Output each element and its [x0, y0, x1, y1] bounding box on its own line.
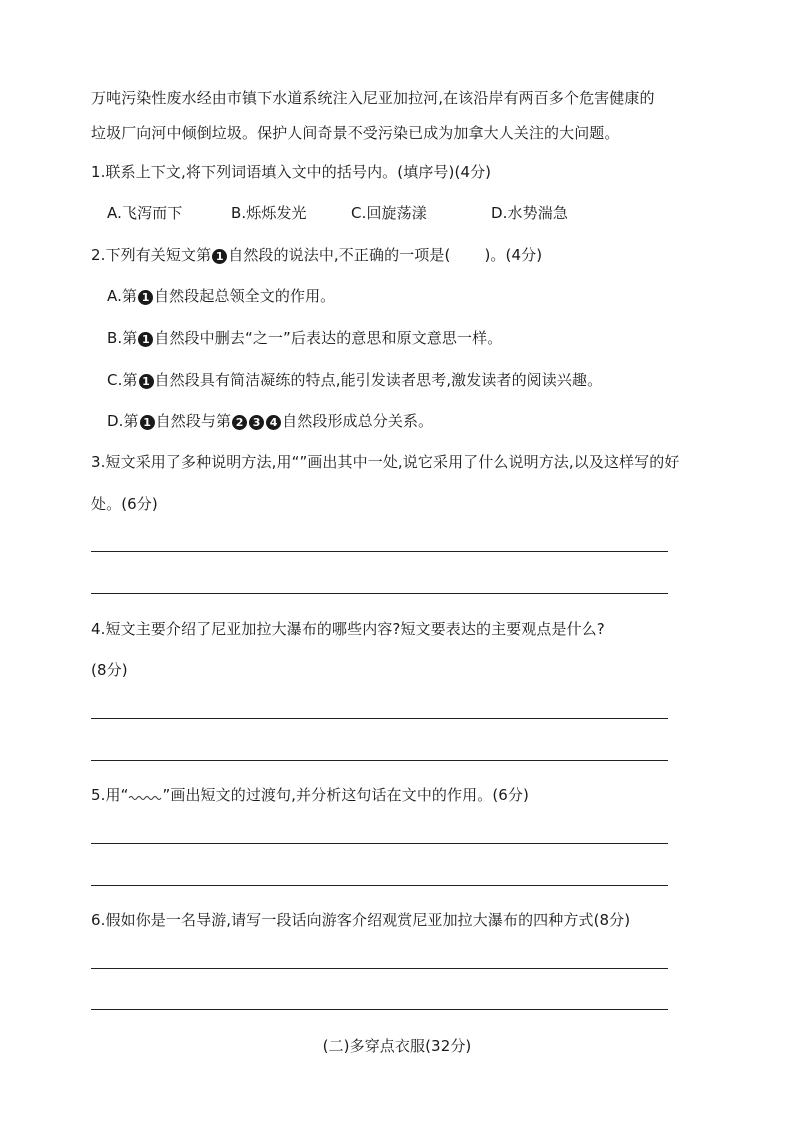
q2-option-d	[107, 411, 433, 431]
question-3-line-1: 3.短文采用了多种说明方法,用“”画出其中一处,说它采用了什么说明方法,以及这样写的好	[91, 453, 680, 471]
circled-number-3: 3	[249, 415, 264, 430]
passage-line-1: 万吨污染性废水经由市镇下水道系统注入尼亚加拉河,在该沿岸有两百多个危害健康的	[91, 89, 655, 107]
answer-line[interactable]	[91, 593, 668, 594]
answer-line[interactable]	[91, 968, 668, 969]
question-3-line-2: 处。(6分)	[91, 495, 158, 513]
q2-option-d-label: D.第	[107, 412, 139, 430]
q1-option-c: C.回旋荡漾	[351, 204, 427, 222]
answer-line[interactable]	[91, 885, 668, 886]
question-4-line-1: 4.短文主要介绍了尼亚加拉大瀑布的哪些内容?短文要表达的主要观点是什么?	[91, 620, 605, 638]
q2-stem-part-b: 自然段的说法中,不正确的一项是(	[228, 246, 451, 264]
q2-option-a-text: 自然段起总领全文的作用。	[154, 287, 336, 305]
question-4-line-2: (8分)	[91, 661, 128, 679]
q2-option-d-text: 自然段形成总分关系。	[282, 412, 434, 430]
circled-number-1: 1	[212, 249, 227, 264]
q2-option-d-mid: 自然段与第	[155, 412, 232, 430]
q2-option-c-label: C.第	[107, 371, 138, 389]
answer-line[interactable]	[91, 1009, 668, 1010]
q1-option-d: D.水势湍急	[491, 204, 568, 222]
circled-number-1: 1	[140, 415, 155, 430]
q2-option-a	[107, 286, 335, 306]
question-5-stem	[91, 785, 529, 805]
answer-line[interactable]	[91, 718, 668, 719]
answer-line[interactable]	[91, 760, 668, 761]
q2-option-b-label: B.第	[107, 329, 138, 347]
circled-number-4: 4	[266, 415, 281, 430]
q2-option-b	[107, 328, 502, 348]
q2-stem-part-a: 2.下列有关短文第	[91, 246, 212, 264]
q5-stem-post: ”画出短文的过渡句,并分析这句话在文中的作用。(6分)	[162, 786, 529, 804]
passage-line-2: 垃圾厂向河中倾倒垃圾。保护人间奇景不受污染已成为加拿大人关注的大问题。	[91, 124, 620, 142]
circled-number-2: 2	[232, 415, 247, 430]
question-2-stem	[91, 245, 542, 265]
question-6-stem: 6.假如你是一名导游,请写一段话向游客介绍观赏尼亚加拉大瀑布的四种方式(8分)	[91, 911, 631, 929]
q2-option-c-text: 自然段具有简洁凝练的特点,能引发读者思考,激发读者的阅读兴趣。	[154, 371, 603, 389]
q5-stem-pre: 5.用“	[91, 786, 129, 804]
answer-line[interactable]	[91, 843, 668, 844]
answer-line[interactable]	[91, 551, 668, 552]
section-title: (二)多穿点衣服(32分)	[322, 1037, 472, 1055]
q1-option-b: B.烁烁发光	[231, 204, 307, 222]
circled-number-1: 1	[139, 374, 154, 389]
q2-option-a-label: A.第	[107, 287, 138, 305]
q2-stem-part-c: )。(4分)	[484, 246, 543, 264]
wavy-underline-icon	[128, 792, 162, 802]
circled-number-1: 1	[138, 332, 153, 347]
circled-number-1: 1	[138, 290, 153, 305]
q1-option-a: A.飞泻而下	[107, 204, 183, 222]
question-1-stem: 1.联系上下文,将下列词语填入文中的括号内。(填序号)(4分)	[91, 163, 492, 181]
q2-option-c	[107, 370, 602, 390]
q2-option-b-text: 自然段中删去“之一”后表达的意思和原文意思一样。	[154, 329, 503, 347]
